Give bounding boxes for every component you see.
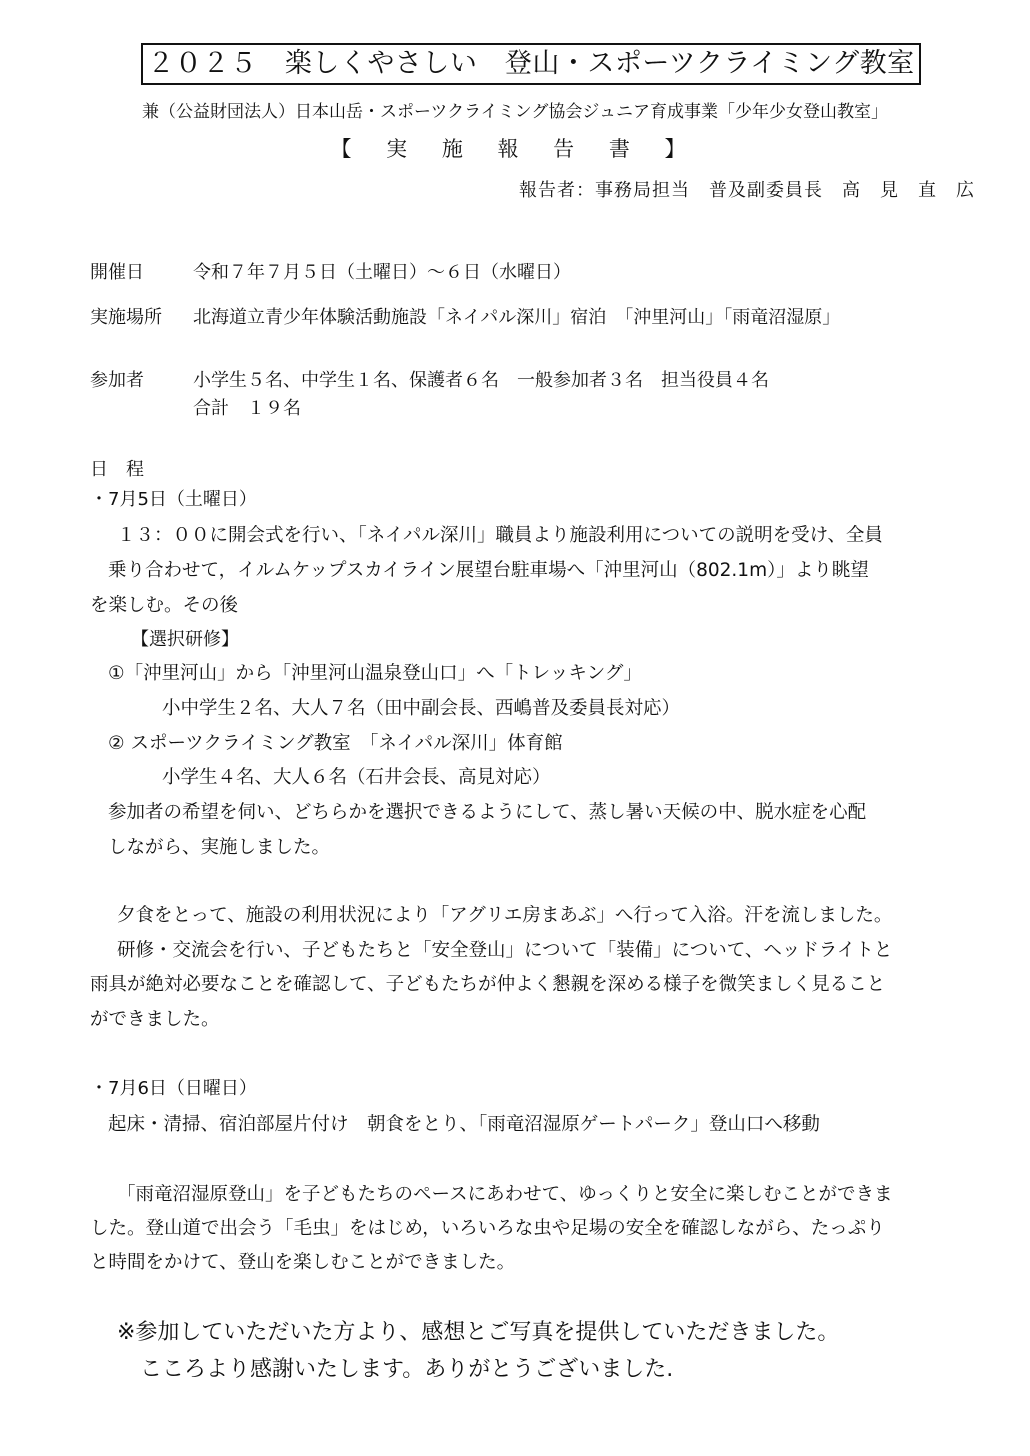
day1-paragraph-line: 乗り合わせて，イルムケップスカイライン展望台駐車場へ「沖里河山（802.1m）」より眺望: [108, 560, 869, 581]
closing-thanks: こころより感謝いたします。ありがとうございました.: [140, 1357, 674, 1382]
evening-paragraph-line: ができました。: [90, 1009, 220, 1030]
participants-label: 参加者: [90, 370, 144, 391]
document-subtitle: 兼（公益財団法人）日本山岳・スポーツクライミング協会ジュニア育成事業「少年少女登山教室」: [142, 102, 888, 122]
day1-paragraph-line: １３：００に開会式を行い、「ネイパル深川」職員より施設利用についての説明を受け、全員: [117, 525, 883, 546]
option-1-title: ①「沖里河山」から「沖里河山温泉登山口」へ「トレッキング」: [108, 663, 642, 684]
day1-heading: ・7月5日（土曜日）: [90, 489, 257, 510]
reporter-line: 報告者：事務局担当 普及副委員長 高 見 直 広: [519, 180, 975, 201]
date-value: 令和７年７月５日（土曜日）～６日（水曜日）: [193, 262, 571, 283]
participants-total: 合計 １９名: [193, 398, 301, 419]
day1-paragraph-line: 参加者の希望を伺い、どちらかを選択できるようにして、蒸し暑い天候の中、脱水症を心配: [108, 802, 867, 823]
day2-paragraph-line: と時間をかけて、登山を楽しむことができました。: [90, 1252, 516, 1273]
place-label: 実施場所: [90, 307, 162, 328]
day2-heading: ・7月6日（日曜日）: [90, 1078, 257, 1099]
option-2-title: ② スポーツクライミング教室 「ネイパル深川」体育館: [108, 733, 563, 754]
evening-paragraph-line: 夕食をとって、施設の利用状況により「アグリエ房まあぶ」へ行って入浴。汗を流しました。: [117, 905, 893, 926]
closing-note: ※参加していただいた方より、感想とご写真を提供していただきました。: [117, 1320, 840, 1345]
option-2-detail: 小学生４名、大人６名（石井会長、高見対応）: [162, 767, 551, 788]
day2-paragraph-line: した。登山道で出会う「毛虫」をはじめ，いろいろな虫や足場の安全を確認しながら、たっぷり: [90, 1218, 885, 1239]
day1-paragraph-line: しながら、実施しました。: [108, 837, 331, 858]
date-label: 開催日: [90, 262, 144, 283]
participants-value: 小学生５名、中学生１名、保護者６名 一般参加者３名 担当役員４名: [193, 370, 769, 391]
report-heading: 【 実 施 報 告 書 】: [330, 137, 700, 161]
place-value: 北海道立青少年体験活動施設「ネイパル深川」宿泊 「沖里河山」「雨竜沼湿原」: [193, 307, 841, 328]
day1-paragraph-line: を楽しむ。その後: [90, 595, 239, 616]
schedule-heading: 日 程: [90, 459, 144, 480]
evening-paragraph-line: 研修・交流会を行い、子どもたちと「安全登山」について「装備」について、ヘッドライトと: [117, 940, 893, 961]
document-title: ２０２５ 楽しくやさしい 登山・スポーツクライミング教室: [141, 43, 921, 85]
day2-paragraph-line: 起床・清掃、宿泊部屋片付け 朝食をとり、「雨竜沼湿原ゲートパーク」登山口へ移動: [108, 1114, 820, 1135]
elective-heading: 【選択研修】: [131, 629, 239, 650]
option-1-detail: 小中学生２名、大人７名（田中副会長、西嶋普及委員長対応）: [162, 698, 681, 719]
evening-paragraph-line: 雨具が絶対必要なことを確認して、子どもたちが仲よく懇親を深める様子を微笑ましく見ること: [90, 974, 886, 995]
day2-paragraph-line: 「雨竜沼湿原登山」を子どもたちのペースにあわせて、ゆっくりと安全に楽しむことができま: [117, 1184, 893, 1205]
